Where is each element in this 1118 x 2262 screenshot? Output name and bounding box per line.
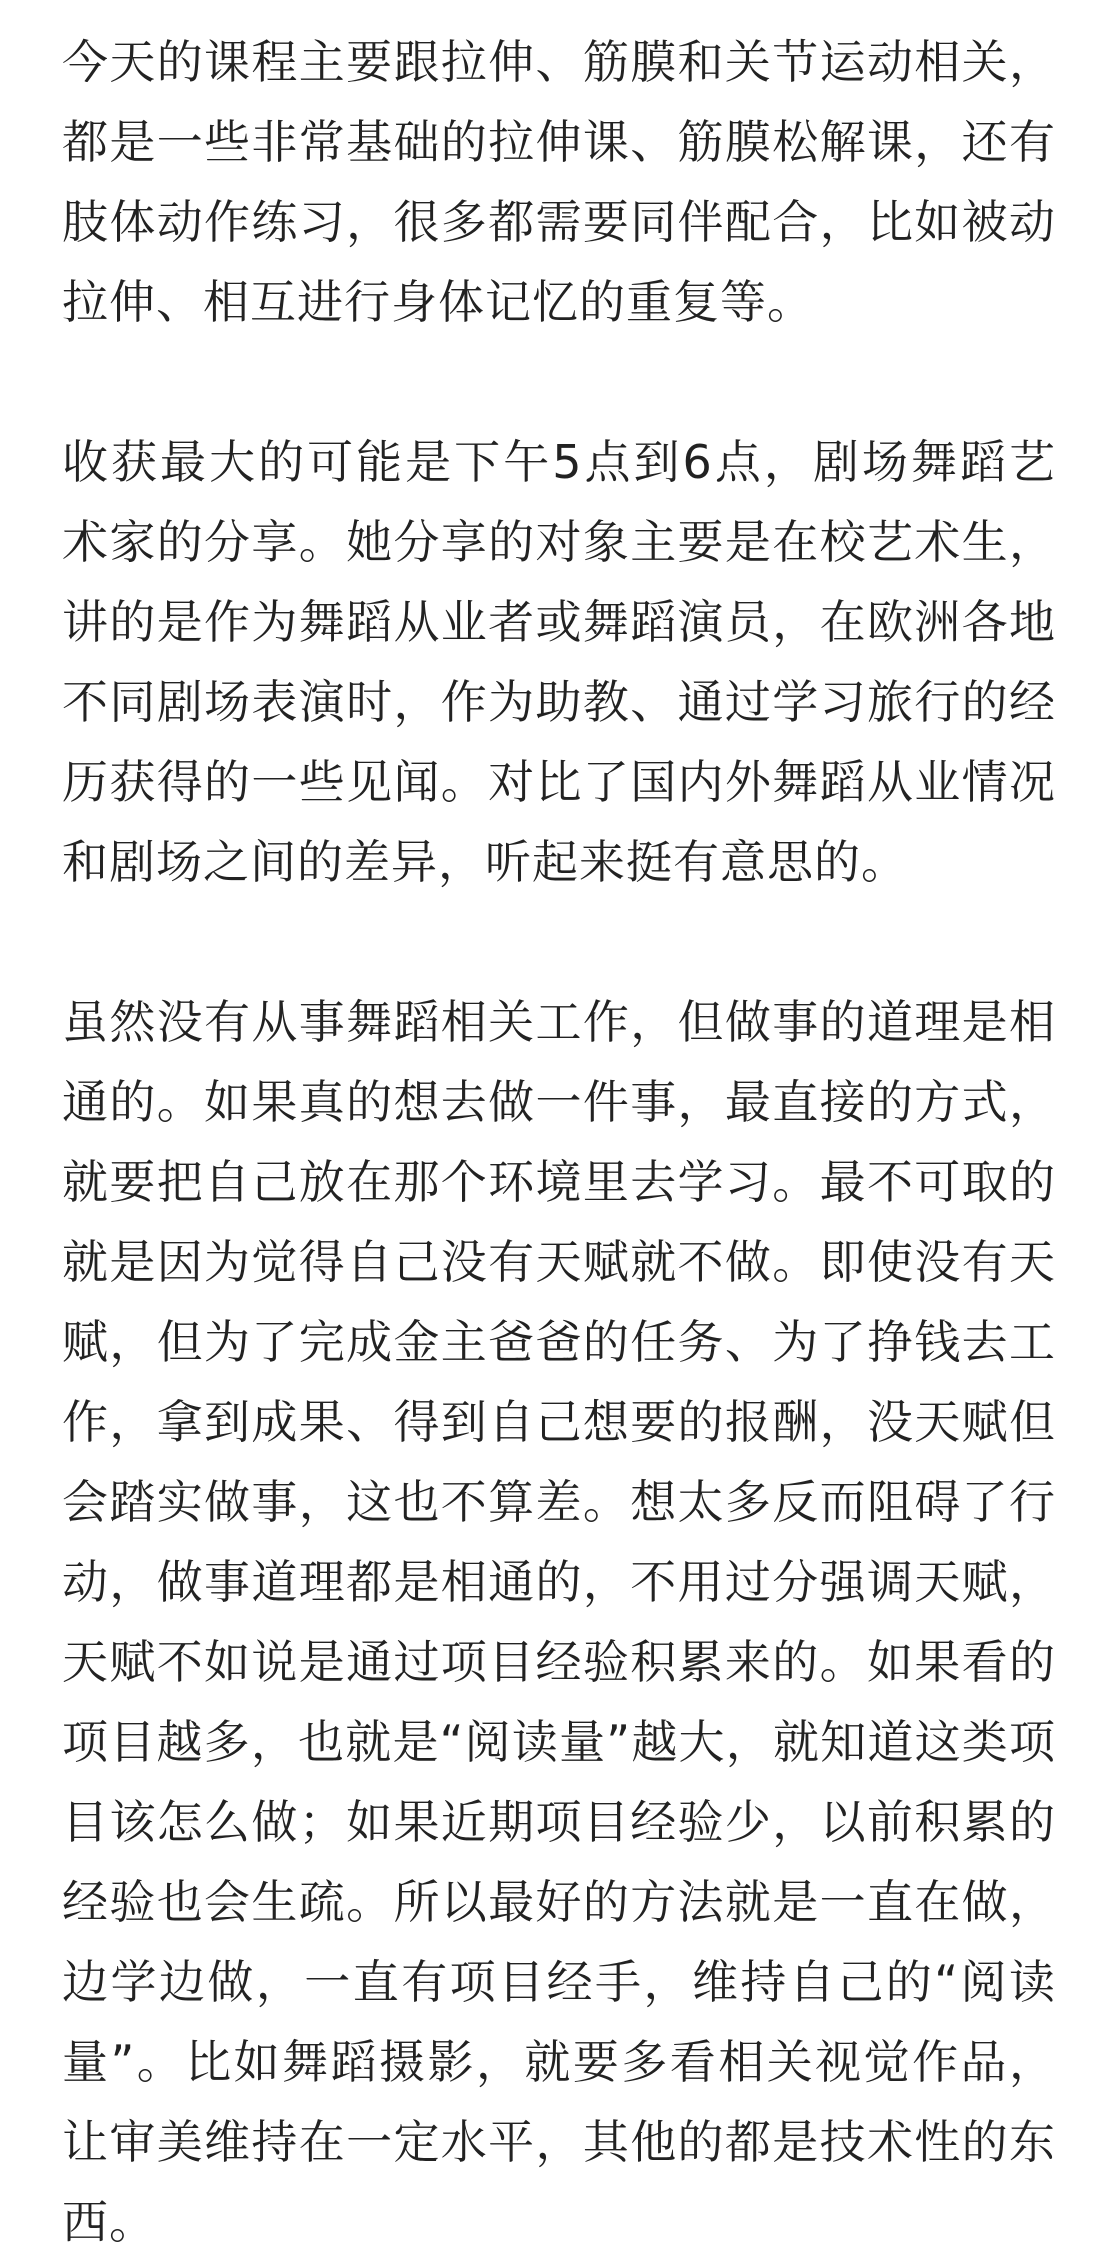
paragraph-artist-sharing: 收获最大的可能是下午5点到6点，剧场舞蹈艺术家的分享。她分享的对象主要是在校艺术生，讲的是作为舞蹈从业者或舞蹈演员，在欧洲各地不同剧场表演时，作为助教、通过学习旅行的经历获得的一些见闻。对比了国内外舞蹈从业情况和剧场之间的差异，听起来挺有意思的。 (62, 435, 1056, 889)
paragraph-reflection: 虽然没有从事舞蹈相关工作，但做事的道理是相通的。如果真的想去做一件事，最直接的方式，就要把自己放在那个环境里去学习。最不可取的就是因为觉得自己没有天赋就不做。即使没有天赋，但为了完成金主爸爸的任务、为了挣钱去工作，拿到成果、得到自己想要的报酬，没天赋但会踏实做事，这也不算差。想太多反而阻碍了行动，做事道理都是相通的，不用过分强调天赋，天赋不如说是通过项目经验积累来的。如果看的项目越多，也就是“阅读量”越大，就知道这类项目该怎么做；如果近期项目经验少，以前积累的经验也会生疏。所以最好的方法就是一直在做，边学边做，一直有项目经手，维持自己的“阅读量”。比如舞蹈摄影，就要多看相关视觉作品，让审美维持在一定水平，其他的都是技术性的东西。 (62, 995, 1056, 2249)
article-body (62, 22, 1056, 2262)
paragraph-course-intro: 今天的课程主要跟拉伸、筋膜和关节运动相关，都是一些非常基础的拉伸课、筋膜松解课，还有肢体动作练习，很多都需要同伴配合，比如被动拉伸、相互进行身体记忆的重复等。 (62, 35, 1056, 329)
